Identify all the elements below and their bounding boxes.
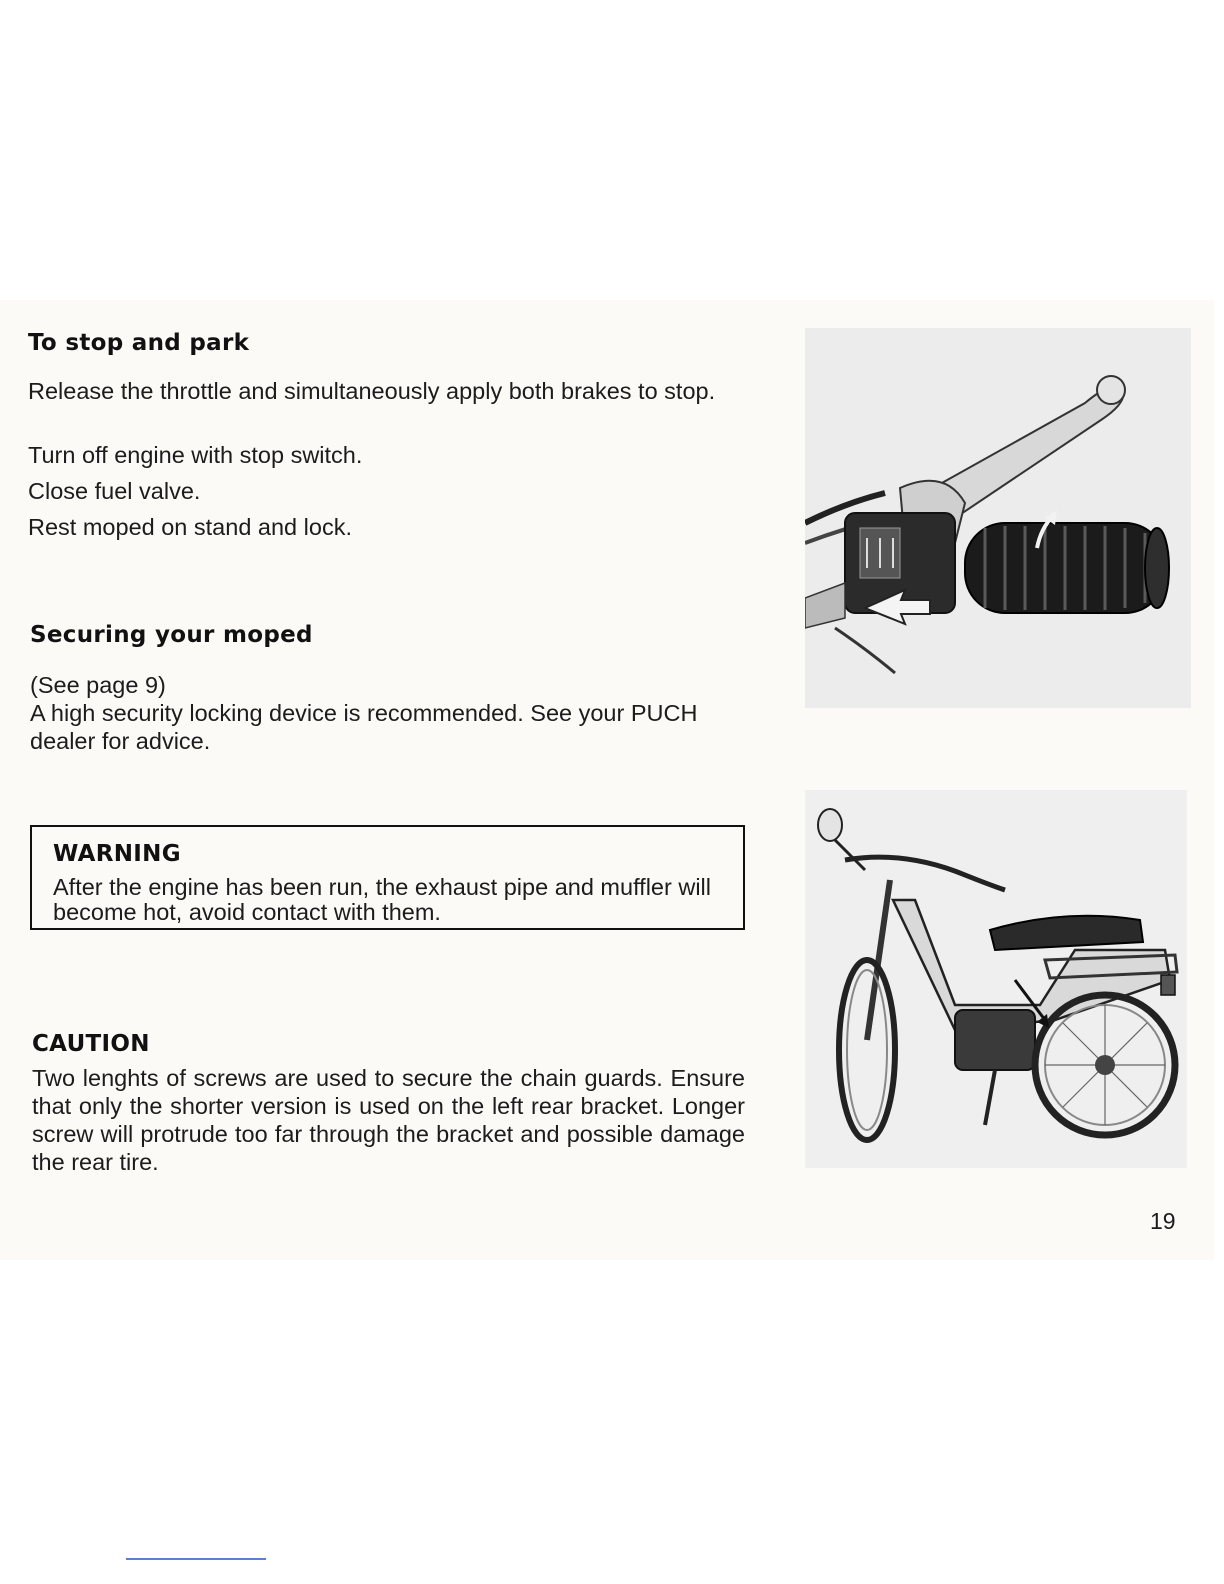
caution-body: Two lenghts of screws are used to secure the chain guards. Ensure that only the shorter version is used on the left rear bracket. Longer screw will protrude too far through the bracket and possible damage the rear tire.: [32, 1065, 745, 1175]
warning-body: After the engine has been run, the exhaust pipe and muffler will become hot, avoid contact with them.: [53, 874, 711, 925]
moped-illustration: [805, 790, 1187, 1168]
stop-park-line-4: Rest moped on stand and lock.: [28, 514, 352, 540]
warning-heading: WARNING: [53, 841, 181, 867]
securing-body: A high security locking device is recommended. See your PUCH dealer for advice.: [30, 700, 698, 754]
stop-park-line-1: Release the throttle and simultaneously apply both brakes to stop.: [28, 378, 716, 404]
page-number: 19: [1150, 1208, 1176, 1234]
caution-heading: CAUTION: [32, 1031, 150, 1057]
footer-rule: [126, 1558, 266, 1560]
moped-photo: [805, 790, 1187, 1168]
stop-park-heading: To stop and park: [28, 330, 250, 356]
securing-see-page: (See page 9): [30, 672, 166, 698]
securing-heading: Securing your moped: [30, 622, 313, 648]
handlebar-grip-illustration: [805, 328, 1191, 708]
warning-box: [30, 825, 745, 930]
stop-park-line-2: Turn off engine with stop switch.: [28, 442, 363, 468]
stop-park-line-3: Close fuel valve.: [28, 478, 201, 504]
handlebar-grip-photo: [805, 328, 1191, 708]
